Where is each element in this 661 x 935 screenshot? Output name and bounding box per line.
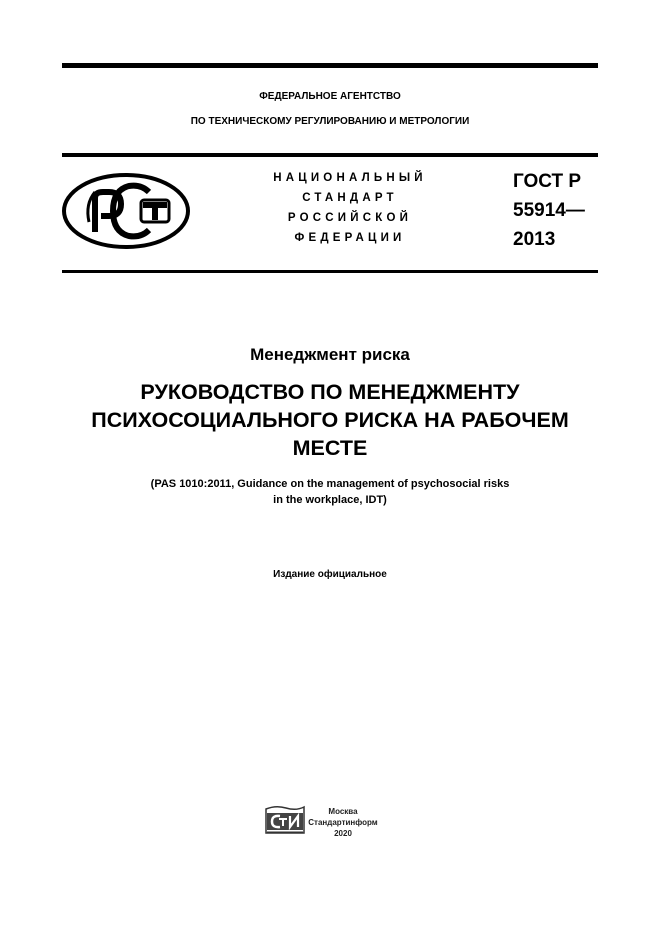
- original-line-2: in the workplace, IDT): [273, 494, 387, 506]
- gost-designation-line-2: 55914—: [513, 200, 585, 221]
- publisher-info: [305, 806, 381, 839]
- original-line-1: (PAS 1010:2011, Guidance on the management of psychosocial risks: [150, 478, 510, 490]
- document-title: [40, 378, 620, 462]
- national-standard-line-4: ФЕДЕРАЦИИ: [294, 232, 406, 244]
- title-line-2: ПСИХОСОЦИАЛЬНОГО РИСКА НА РАБОЧЕМ: [91, 408, 569, 432]
- publisher-name: Стандартинформ: [308, 818, 378, 827]
- publisher-city: Москва: [328, 807, 358, 816]
- national-standard-line-2: СТАНДАРТ: [302, 192, 398, 204]
- gost-designation-line-1: ГОСТ Р: [513, 171, 582, 192]
- national-standard-line-1: НАЦИОНАЛЬНЫЙ: [273, 172, 427, 184]
- gost-designation-line-3: 2013: [513, 229, 556, 250]
- national-standard-line-3: РОССИЙСКОЙ: [287, 212, 413, 224]
- title-line-1: РУКОВОДСТВО ПО МЕНЕДЖМЕНТУ: [140, 380, 520, 404]
- original-document-reference: [62, 476, 598, 508]
- agency-line-1: ФЕДЕРАЛЬНОЕ АГЕНТСТВО: [259, 91, 401, 102]
- top-rule: [62, 63, 598, 68]
- edition-label: Издание официальное: [273, 569, 387, 580]
- title-line-3: МЕСТЕ: [292, 436, 368, 460]
- bottom-rule: [62, 270, 598, 273]
- gost-r-rst-emblem-icon: [61, 172, 191, 250]
- standartinform-logo-icon: [264, 805, 306, 837]
- middle-rule: [62, 153, 598, 157]
- document-subtitle: Менеджмент риска: [250, 345, 410, 364]
- publication-year: 2020: [334, 829, 352, 838]
- agency-line-2: ПО ТЕХНИЧЕСКОМУ РЕГУЛИРОВАНИЮ И МЕТРОЛОГИИ: [190, 116, 470, 127]
